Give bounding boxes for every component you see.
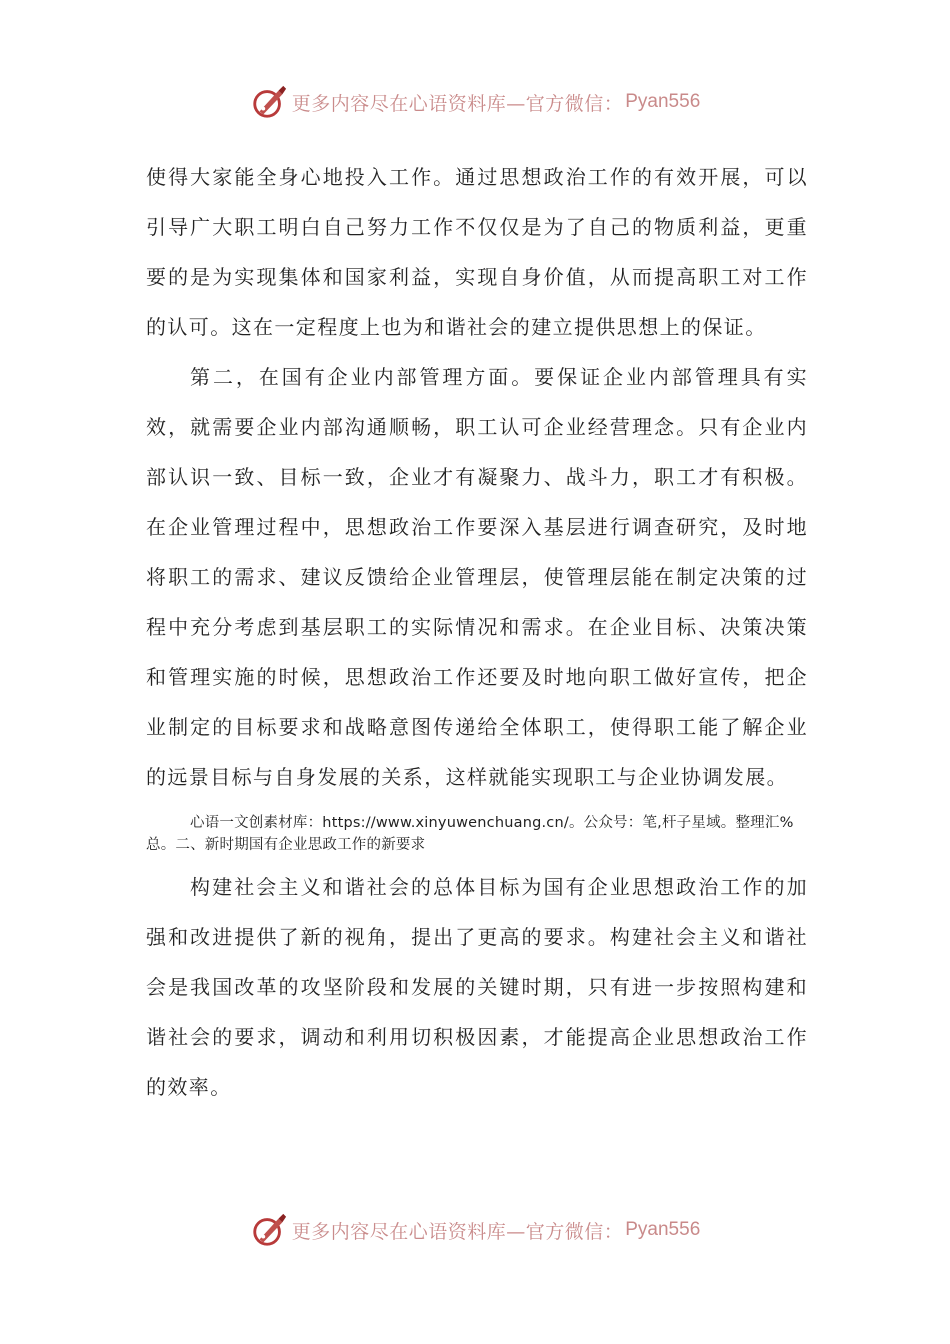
footer-wechat-id: Pyan556 [625, 1219, 701, 1240]
fountain-pen-logo-icon [250, 83, 288, 121]
footer-banner [0, 1210, 950, 1250]
header-wechat-id: Pyan556 [625, 91, 701, 112]
header-text: 更多内容尽在心语资料库—官方微信： [291, 92, 624, 115]
paragraph-3: 构建社会主义和谐社会的总体目标为国有企业思想政治工作的加强和改进提供了新的视角，提出了更高的要求。构建社会主义和谐社会是我国改革的攻坚阶段和发展的关键时期，只有进一步按照构建和谐社会的要求，调动和利用切积极因素，才能提高企业思想政治工作的效率。 [146, 875, 808, 1099]
document-body [146, 152, 808, 1112]
footer-text: 更多内容尽在心语资料库—官方微信： [291, 1220, 624, 1243]
paragraph-2: 第二，在国有企业内部管理方面。要保证企业内部管理具有实效，就需要企业内部沟通顺畅，职工认可企业经营理念。只有企业内部认识一致、目标一致，企业才有凝聚力、战斗力，职工才有积极。在企业管理过程中，思想政治工作要深入基层进行调查研究，及时地将职工的需求、建议反馈给企业管理层，使管理层能在制定决策的过程中充分考虑到基层职工的实际情况和需求。在企业目标、决策决策和管理实施的时候，思想政治工作还要及时地向职工做好宣传，把企业制定的目标要求和战略意图传递给全体职工，使得职工能了解企业的远景目标与自身发展的关系，这样就能实现职工与企业协调发展。 [146, 365, 808, 789]
fountain-pen-logo-icon [250, 1211, 288, 1249]
paragraph-1: 使得大家能全身心地投入工作。通过思想政治工作的有效开展，可以引导广大职工明白自己努力工作不仅仅是为了自己的物质利益，更重要的是为实现集体和国家利益，实现自身价值，从而提高职工对工作的认可。这在一定程度上也为和谐社会的建立提供思想上的保证。 [146, 165, 808, 339]
source-note: 心语一文创素材库：https://www.xinyuwenchuang.cn/。公众号：笔,杆子星域。整理汇%总。二、新时期国有企业思政工作的新要求 [146, 815, 794, 853]
header-banner [0, 82, 950, 122]
